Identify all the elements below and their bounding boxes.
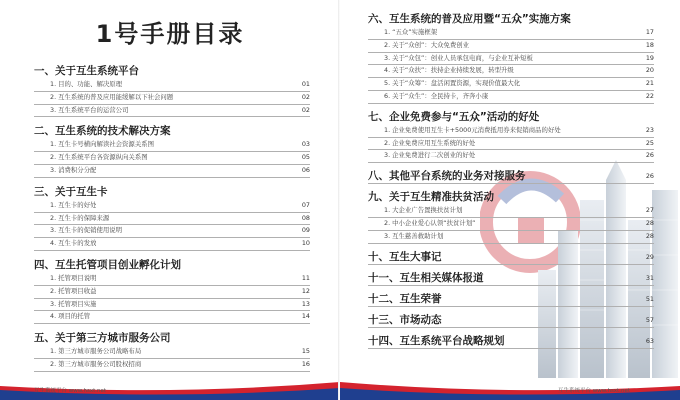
toc-entry-title: 2. 第三方城市服务公司股权招商 [50,359,142,368]
toc-section-title: 九、关于互生精准扶贫活动 [368,191,494,204]
toc-page-number: 14 [301,312,310,321]
toc-page-number: 02 [301,105,310,114]
toc-page-number: 51 [645,294,654,303]
toc-entry-title: 2. 互生系统平台各资源纵向关系图 [50,153,148,162]
toc-entry-title: 3. 互生卡的促销使用说明 [50,226,123,235]
toc-page-number: 28 [645,218,654,227]
toc-page-number: 06 [301,165,310,174]
toc-page-number: 21 [645,79,654,88]
footer-right: 互生系统平台 www.hsxt.net [557,388,630,394]
toc-page-number: 19 [645,53,654,62]
toc-section-heading [368,250,654,265]
toc-section-heading [34,331,310,346]
toc-section-title: 十三、市场动态 [368,313,442,326]
toc-page-number: 20 [645,66,654,75]
toc-entry-title: 4. 项目的托管 [50,312,91,321]
toc-section-heading [368,12,654,27]
page-title: 1号手册目录 [95,20,245,48]
toc-entry-title: 6. 关于“众生”：全民持卡，齐奔小康 [384,91,489,100]
toc-entry-title: 2. 托管项目收益 [50,286,97,295]
toc-page-number: 17 [645,28,654,36]
toc-page-number: 27 [645,206,654,215]
toc-section-heading [368,334,654,349]
toc-section-heading [34,64,310,79]
toc-page-number: 05 [301,153,310,162]
toc-section-heading [34,258,310,273]
toc-entry-title: 1. 托管项目说明 [50,273,97,282]
toc-section-title: 七、企业免费参与“五众”活动的好处 [368,110,540,123]
toc-page-number: 22 [645,91,654,100]
toc-section-title: 十、互生大事记 [368,250,442,263]
toc-page-number: 09 [301,226,310,235]
toc-section-heading [368,313,654,328]
toc-page-number: 26 [645,172,654,181]
toc-entry-title: 3. 消费积分分配 [50,165,97,174]
toc-section-heading [368,292,654,307]
toc-entry-title: 3. 互生慈善救助计划 [384,231,444,240]
toc-page-number: 13 [301,299,310,308]
toc-page-number: 28 [645,231,654,240]
toc-entry [368,150,654,163]
toc-page-number: 29 [645,252,654,261]
toc-entry [34,359,310,372]
toc-page-number: 57 [645,315,654,324]
toc-page-number: 31 [645,273,654,282]
toc-entry-title: 2. 互生卡的保障来源 [50,213,110,222]
toc-section-title: 一、关于互生系统平台 [34,65,139,77]
left-toc [34,64,310,372]
toc-page-number: 01 [301,80,310,88]
toc-page-number: 25 [645,138,654,147]
toc-section-title: 八、其他平台系统的业务对接服务 [368,170,526,183]
toc-entry-title: 4. 互生卡的发放 [50,239,97,248]
toc-section-title: 十四、互生系统平台战略规划 [368,334,505,347]
toc-section-heading [368,190,654,205]
toc-section-heading [34,124,310,139]
toc-section-heading [34,185,310,200]
footer-left: 互生系统平台 www.hsxt.net [34,388,107,394]
toc-entry-title: 1. 目的、功能、解决原理 [50,80,123,88]
toc-entry-title: 1. 互生卡的好处 [50,200,97,209]
toc-entry-title: 2. 关于“众创”：大众免费创业 [384,40,470,49]
toc-entry-title: 2. 中小企业爱心认领“扶贫计划” [384,218,476,227]
toc-section-heading [368,271,654,286]
toc-page-number: 63 [645,336,654,345]
toc-section-title: 二、互生系统的技术解决方案 [34,125,171,138]
toc-entry-title: 3. 企业免费进行二次创业的好处 [384,151,476,160]
toc-entry [368,91,654,104]
toc-section-title: 五、关于第三方城市服务公司 [34,332,171,345]
toc-section-heading [368,169,654,184]
toc-entry [34,105,310,118]
toc-section-title: 六、互生系统的普及应用暨“五众”实施方案 [368,13,571,25]
right-toc [368,12,654,349]
toc-page-number: 18 [645,40,654,49]
toc-page-number: 15 [301,347,310,356]
toc-entry-title: 5. 关于“众筹”：盘活闲置资源，实现价值最大化 [384,79,521,88]
toc-page-number: 12 [301,286,310,295]
toc-entry-title: 2. 企业免费应用互生系统的好处 [384,138,476,147]
toc-entry-title: 2. 互生系统的普及应用能缓解以下社会问题 [50,92,174,101]
toc-page-number: 10 [301,239,310,248]
toc-entry-title: 4. 关于“众扶”：扶持企业持续发展，转型升级 [384,66,514,75]
toc-entry-title: 1. 第三方城市服务公司战略布局 [50,347,142,356]
toc-page-number: 02 [301,92,310,101]
toc-page-number: 23 [645,125,654,134]
toc-entry-title: 1. “五众”实施框架 [384,28,438,36]
toc-entry-title: 1. 企业免费使用互生卡+5000元消费抵用券来促销商品的好处 [384,125,561,134]
toc-entry [34,311,310,324]
toc-page-number: 26 [645,151,654,160]
toc-section-title: 三、关于互生卡 [34,185,108,198]
toc-entry-title: 1. 大企业广告置换扶贫计划 [384,206,463,215]
right-page [340,0,680,400]
toc-section-title: 十二、互生荣誉 [368,292,442,305]
toc-entry-title: 3. 关于“众包”：创业人员承包电商，与企业互补短板 [384,53,533,62]
toc-page-number: 03 [301,140,310,149]
toc-page-number: 07 [301,200,310,209]
toc-entry-title: 3. 托管项目实施 [50,299,97,308]
toc-entry-title: 1. 互生卡号横向解读社会资源关系图 [50,140,154,149]
toc-entry [34,238,310,251]
toc-page-number: 11 [301,273,310,282]
toc-entry-title: 3. 互生系统平台的运营公司 [50,105,129,114]
toc-entry [368,231,654,244]
toc-section-heading [368,110,654,125]
toc-entry [34,165,310,178]
toc-section-title: 四、互生托管项目创业孵化计划 [34,258,181,271]
toc-page-number: 16 [301,359,310,368]
toc-section-title: 十一、互生相关媒体报道 [368,271,484,284]
toc-page-number: 08 [301,213,310,222]
